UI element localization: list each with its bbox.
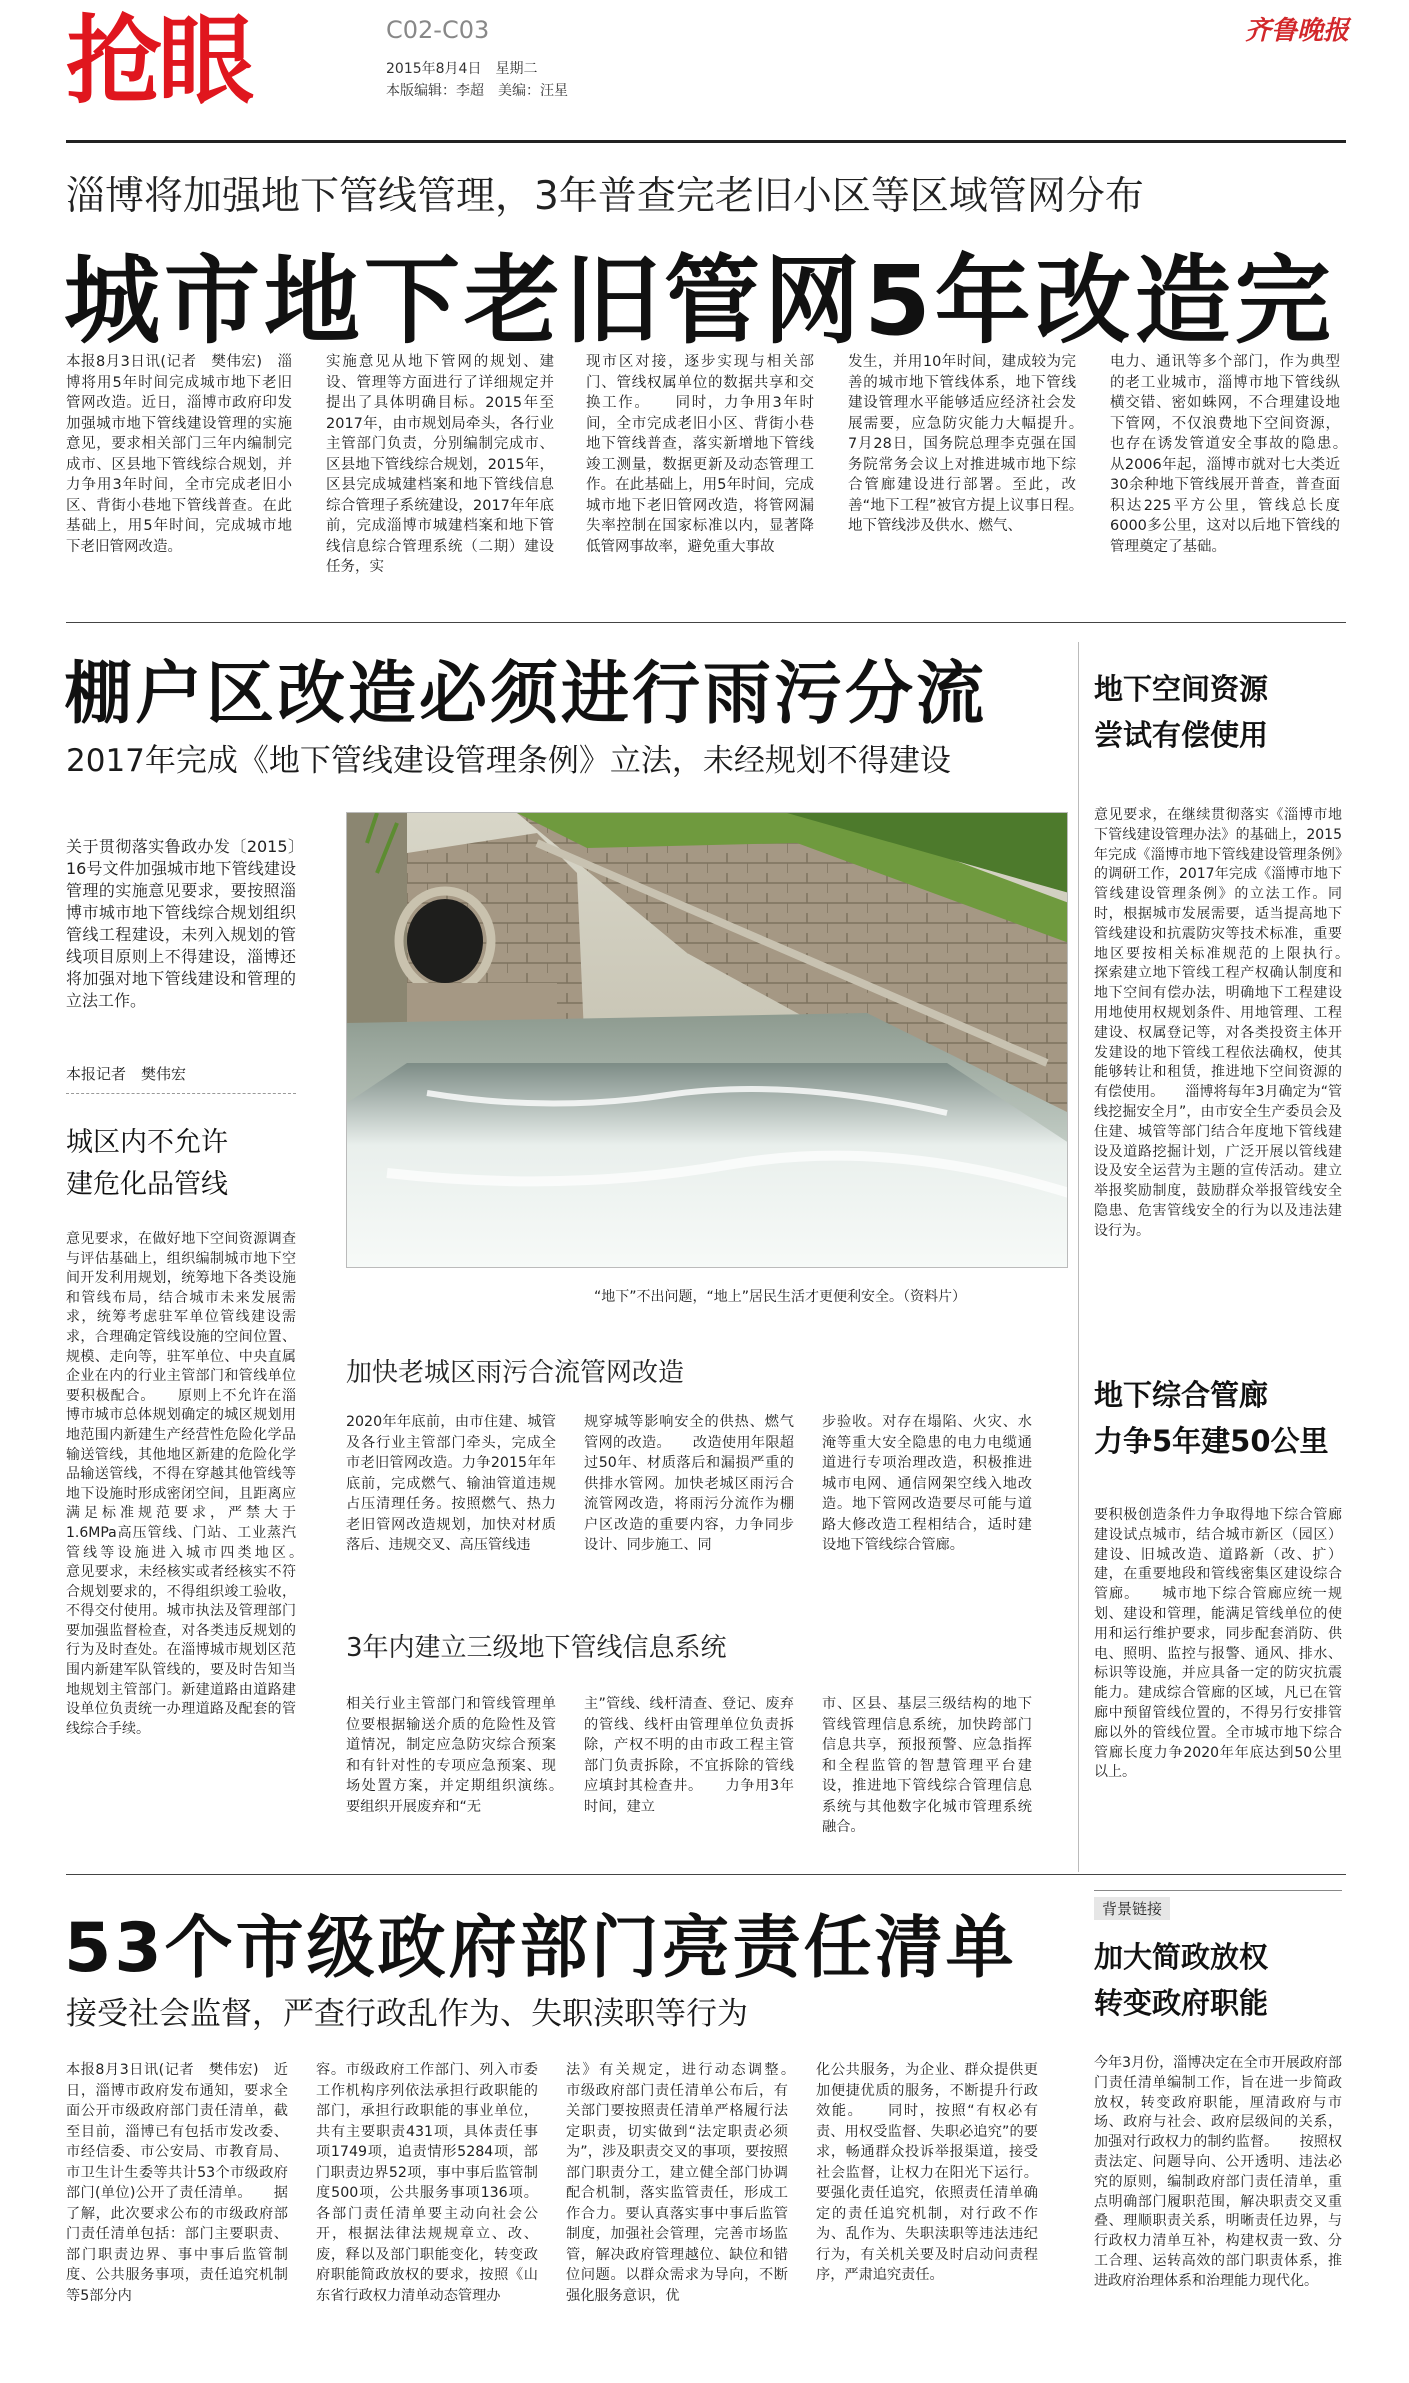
background-tag (1094, 1890, 1342, 1920)
sidebar3-title (1094, 1934, 1268, 2026)
article3-headline: 53个市级政府部门亮责任清单 (64, 1909, 1017, 1988)
editors-line: 本版编辑：李超 美编：汪星 (386, 83, 568, 99)
article2-subtitle: 2017年完成《地下管线建设管理条例》立法，未经规划不得建设 (66, 743, 951, 779)
article2-byline: 本报记者 樊伟宏 (66, 1065, 187, 1083)
byline-rule (66, 1093, 296, 1094)
article1-divider (66, 622, 1346, 623)
article2-divider (66, 1874, 1346, 1875)
background-tag-label: 背景链接 (1094, 1897, 1170, 1920)
section3-col3: 市、区县、基层三级结构的地下管线管理信息系统，加快跨部门信息共享，预报预警、应急指挥和全程监管的智慧管理平台建设，推进地下管线综合管理信息系统与其他数字化城市管理系统融合。 (822, 1696, 1032, 1835)
sidebar3-title-line1: 加大简政放权 (1094, 1940, 1269, 1974)
section1-body: 意见要求，在做好地下空间资源调查与评估基础上，组织编制城市地下空间开发利用规划，统筹地下各类设施和管线布局，结合城市未来发展需求，统筹考虑驻军单位管线建设需求，合理确定管线设施的空间位置、规模、走向等，驻军单位、中央直属企业在内的行业主管部门和管线单位要积极配合。 原则上不允许在淄博市城市总体规划确定的城区规划用地范围内新建生产经营性危险化学品输送管线，其他地区新建的危险化学品输送管线，不得在穿越其他管线等地下设施时形成密闭空间，且距离应满足标准规范要求，严禁大于1.6MPa高压管线、门站、工业蒸汽管线等设施进入城市四类地区。 意见要求，未经核实或者经核实不符合规划要求的，不得组织竣工验收，不得交付使用。城市执法及管理部门要加强监督检查，对各类违反规划的行为及时查处。在淄博城市规划区范围内新建军队管线的，要及时告知当地规划主管部门。新建道路由道路建设单位负责统一办理道路及配套的管线综合手续。 (66, 1231, 324, 1737)
issue-date: 2015年8月4日 星期二 (386, 61, 538, 77)
sidebar1-title-line1: 地下空间资源 (1094, 672, 1269, 706)
sidebar3-title-line2: 转变政府职能 (1094, 1986, 1269, 2020)
article2-lead: 关于贯彻落实鲁政办发〔2015〕16号文件加强城市地下管线建设管理的实施意见要求，要按照淄博市城市地下管线综合规划组织管线工程建设，未列入规划的管线项目原则上不得建设，淄博还将加强对地下管线建设和管理的立法工作。 (66, 837, 296, 1010)
section2-col3: 步验收。对存在塌陷、火灾、水淹等重大安全隐患的电力电缆通道进行专项治理改造，积极推进城市电网、通信网架空线入地改造。地下管网改造要尽可能与道路大修改造工程相结合，适时建设地下管线综合管廊。 (822, 1414, 1032, 1553)
article3-col4: 化公共服务，为企业、群众提供更加便捷优质的服务，不断提升行政效能。 同时，按照“有权必有责、用权受监督、失职必追究”的要求，畅通群众投诉举报渠道，接受社会监督，让权力在阳光下运行。要强化责任追究，依照责任清单确定的责任追究机制，对行政不作为、乱作为、失职渎职等违法违纪行为，有关机关要及时启动问责程序，严肃追究责任。 (816, 2062, 1038, 2283)
section2-col1: 2020年年底前，由市住建、城管及各行业主管部门牵头，完成全市老旧管网改造。力争2015年年底前，完成燃气、输油管道违规占压清理任务。按照燃气、热力老旧管网改造规划，加快对材质落后、违规交叉、高压管线违 (346, 1414, 556, 1553)
section3-title: 3年内建立三级地下管线信息系统 (346, 1633, 727, 1663)
sidebar1-body: 意见要求，在继续贯彻落实《淄博市地下管线建设管理办法》的基础上，2015年完成《淄博市地下管线建设管理条例》的调研工作，2017年完成《淄博市地下管线建设管理条例》的立法工作。同时，根据城市发展需要，适当提高地下管线建设和抗震防灾等技术标准，重要地区要按相关标准规范的上限执行。 探索建立地下管线工程产权确认制度和地下空间有偿办法，明确地下工程建设用地使用权规划条件、用地管理、工程建设、权属登记等，对各类投资主体开发建设的地下管线工程依法确权，使其能够转让和租赁，推进地下空间资源的有偿使用。 淄博将每年3月确定为“管线挖掘安全月”，由市安全生产委员会及住建、城管等部门结合年度地下管线建设及道路挖掘计划，广泛开展以管线建设及安全运营为主题的宣传活动。建立举报奖励制度，鼓励群众举报管线安全隐患、危害管线安全的行为以及违法建设行为。 (1094, 807, 1370, 1239)
sidebar-divider (1078, 642, 1079, 1872)
article3-col1: 本报8月3日讯(记者 樊伟宏) 近日，淄博市政府发布通知，要求全面公开市级政府部门责任清单，截至目前，淄博已有包括市发改委、市经信委、市公安局、市教育局、市卫生计生委等共计53个市级政府部门(单位)公开了责任清单。 据了解，此次要求公布的市级政府部门责任清单包括：部门主要职责、部门职责边界、事中事后监管制度、公共服务事项，责任追究机制等5部分内 (66, 2062, 288, 2304)
article1-col5: 电力、通讯等多个部门，作为典型的老工业城市，淄博市地下管线纵横交错、密如蛛网，不合理建设地下管网，不仅浪费地下空间资源，也存在诱发管道安全事故的隐患。 从2006年起，淄博市就对七大类近30余种地下管线展开普查，普查面积达225平方公里，管线总长度6000多公里，这对以后地下管线的管理奠定了基础。 (1110, 354, 1369, 555)
sidebar1-title (1094, 666, 1268, 758)
masthead-brand: 抢眼 (66, 5, 250, 117)
drainage-photo-illustration (347, 813, 1068, 1268)
sidebar1-title-line2: 尝试有偿使用 (1094, 718, 1269, 752)
article3-col3: 法》有关规定，进行动态调整。 市级政府部门责任清单公布后，有关部门要按照责任清单严格履行法定职责，切实做到“法定职责必须为”，涉及职责交叉的事项，要按照部门职责分工，建立健全部门协调配合机制，落实监管责任，形成工作合力。要认真落实事中事后监管制度，加强社会管理，完善市场监管，解决政府管理越位、缺位和错位问题。以群众需求为导向，不断强化服务意识，优 (566, 2062, 817, 2304)
section2-title: 加快老城区雨污合流管网改造 (346, 1358, 685, 1388)
masthead-rule (66, 140, 1346, 143)
article1-kicker: 淄博将加强地下管线管理，3年普查完老旧小区等区域管网分布 (66, 174, 1144, 219)
section1-title-line2: 建危化品管线 (66, 1169, 228, 1200)
drainage-photo (346, 812, 1068, 1268)
section3-col1: 相关行业主管部门和管线管理单位要根据输送介质的危险性及管道情况，制定应急防灾综合预案和有针对性的专项应急预案、现场处置方案，并定期组织演练。 要组织开展废弃和“无 (346, 1696, 585, 1815)
article1-col1: 本报8月3日讯(记者 樊伟宏) 淄博将用5年时间完成城市地下老旧管网改造。近日，淄博市政府印发加强城市地下管线建设管理的实施意见，要求相关部门三年内编制完成市、区县地下管线综合规划，并力争用3年时间，全市完成老旧小区、背街小巷地下管线普查。在此基础上，用5年时间，完成城市地下老旧管网改造。 (66, 354, 292, 555)
page-range: C02-C03 (386, 16, 490, 44)
sidebar2-title-line2: 力争5年建50公里 (1094, 1424, 1329, 1458)
article3-col2: 容。市级政府工作部门、列入市委工作机构序列依法承担行政职能的部门，承担行政职能的事业单位，共有主要职责431项，具体责任事项1749项，追责情形5284项，部门职责边界52项，事中事后监管制度500项，公共服务事项136项。各部门责任清单要主动向社会公开，根据法律法规规章立、改、废，释以及部门职能变化，转变政府职能简政放权的要求，按照《山东省行政权力清单动态管理办 (316, 2062, 538, 2304)
section1-title-line1: 城区内不允许 (66, 1127, 228, 1158)
photo-caption: “地下”不出问题，“地上”居民生活才更便利安全。（资料片） (594, 1289, 967, 1305)
article1-col3: 现市区对接，逐步实现与相关部门、管线权属单位的数据共享和交换工作。 同时，力争用3年时间，全市完成老旧小区、背街小巷地下管线普查，落实新增地下管线竣工测量，数据更新及动态管理工作。在此基础上，用5年时间，完成城市地下老旧管网改造，将管网漏失率控制在国家标准以内，显著降低管网事故率，避免重大事故 (586, 354, 814, 555)
section2-col2: 规穿城等影响安全的供热、燃气管网的改造。 改造使用年限超过50年、材质落后和漏损严重的供排水管网。加快老城区雨污合流管网改造，将雨污分流作为棚户区改造的重要内容，力争同步设计、同步施工、同 (584, 1414, 794, 1553)
sidebar2-title (1094, 1372, 1329, 1464)
sidebar3-body: 今年3月份，淄博决定在全市开展政府部门责任清单编制工作，旨在进一步简政放权，转变政府职能，厘清政府与市场、政府与社会、政府层级间的关系，加强对行政权力的制约监督。 按照权责法定、问题导向、公开透明、违法必究的原则，编制政府部门责任清单，重点明确部门履职范围，解决职责交叉重叠、理顺职责关系，明晰责任边界，与行政权力清单互补，构建权责一致、分工合理、运转高效的部门职责体系，推进政府治理体系和治理能力现代化。 (1094, 2055, 1342, 2289)
sidebar2-body: 要积极创造条件力争取得地下综合管廊建设试点城市，结合城市新区（园区）建设、旧城改造、道路新（改、扩）建，在重要地段和管线密集区建设综合管廊。 城市地下综合管廊应统一规划、建设和管理，能满足管线单位的使用和运行维护要求，同步配套消防、供电、照明、监控与报警、通风、排水、标识等设施，并应具备一定的防灾抗震能力。建成综合管廊的区域，凡已在管廊中预留管线位置的，不得另行安排管廊以外的管线位置。全市城市地下综合管廊长度力争2020年年底达到50公里以上。 (1094, 1507, 1342, 1781)
sidebar2-title-line1: 地下综合管廊 (1094, 1378, 1269, 1412)
article1-col2: 实施意见从地下管网的规划、建设、管理等方面进行了详细规定并提出了具体明确目标。2015年至2017年，由市规划局牵头，各行业主管部门负责，分别编制完成市、区县地下管线综合规划，2015年，区县完成城建档案和地下管线信息综合管理子系统建设，2017年年底前，完成淄博市城建档案和地下管线信息综合管理系统（二期）建设任务，实 (326, 354, 554, 575)
newspaper-logo: 齐鲁晚报 (1245, 16, 1350, 46)
section1-title (66, 1122, 228, 1206)
article3-subtitle: 接受社会监督，严查行政乱作为、失职渎职等行为 (66, 1996, 748, 2032)
section3-col2: 主”管线、线杆清查、登记、废弃的管线、线杆由管理单位负责拆除，产权不明的由市政工程主管部门负责拆除，不宜拆除的管线应填封其检查井。 力争用3年时间，建立 (584, 1696, 794, 1815)
article1-headline: 城市地下老旧管网5年改造完 (64, 245, 1335, 357)
article1-col4: 发生，并用10年时间，建成较为完善的城市地下管线体系，地下管线建设管理水平能够适应经济社会发展需要，应急防灾能力大幅提升。 7月28日，国务院总理李克强在国务院常务会议上对推进城市地下综合管廊建设进行部署。至此，改善“地下工程”被官方提上议事日程。 地下管线涉及供水、燃气、 (848, 354, 1105, 534)
article2-headline: 棚户区改造必须进行雨污分流 (64, 655, 988, 734)
